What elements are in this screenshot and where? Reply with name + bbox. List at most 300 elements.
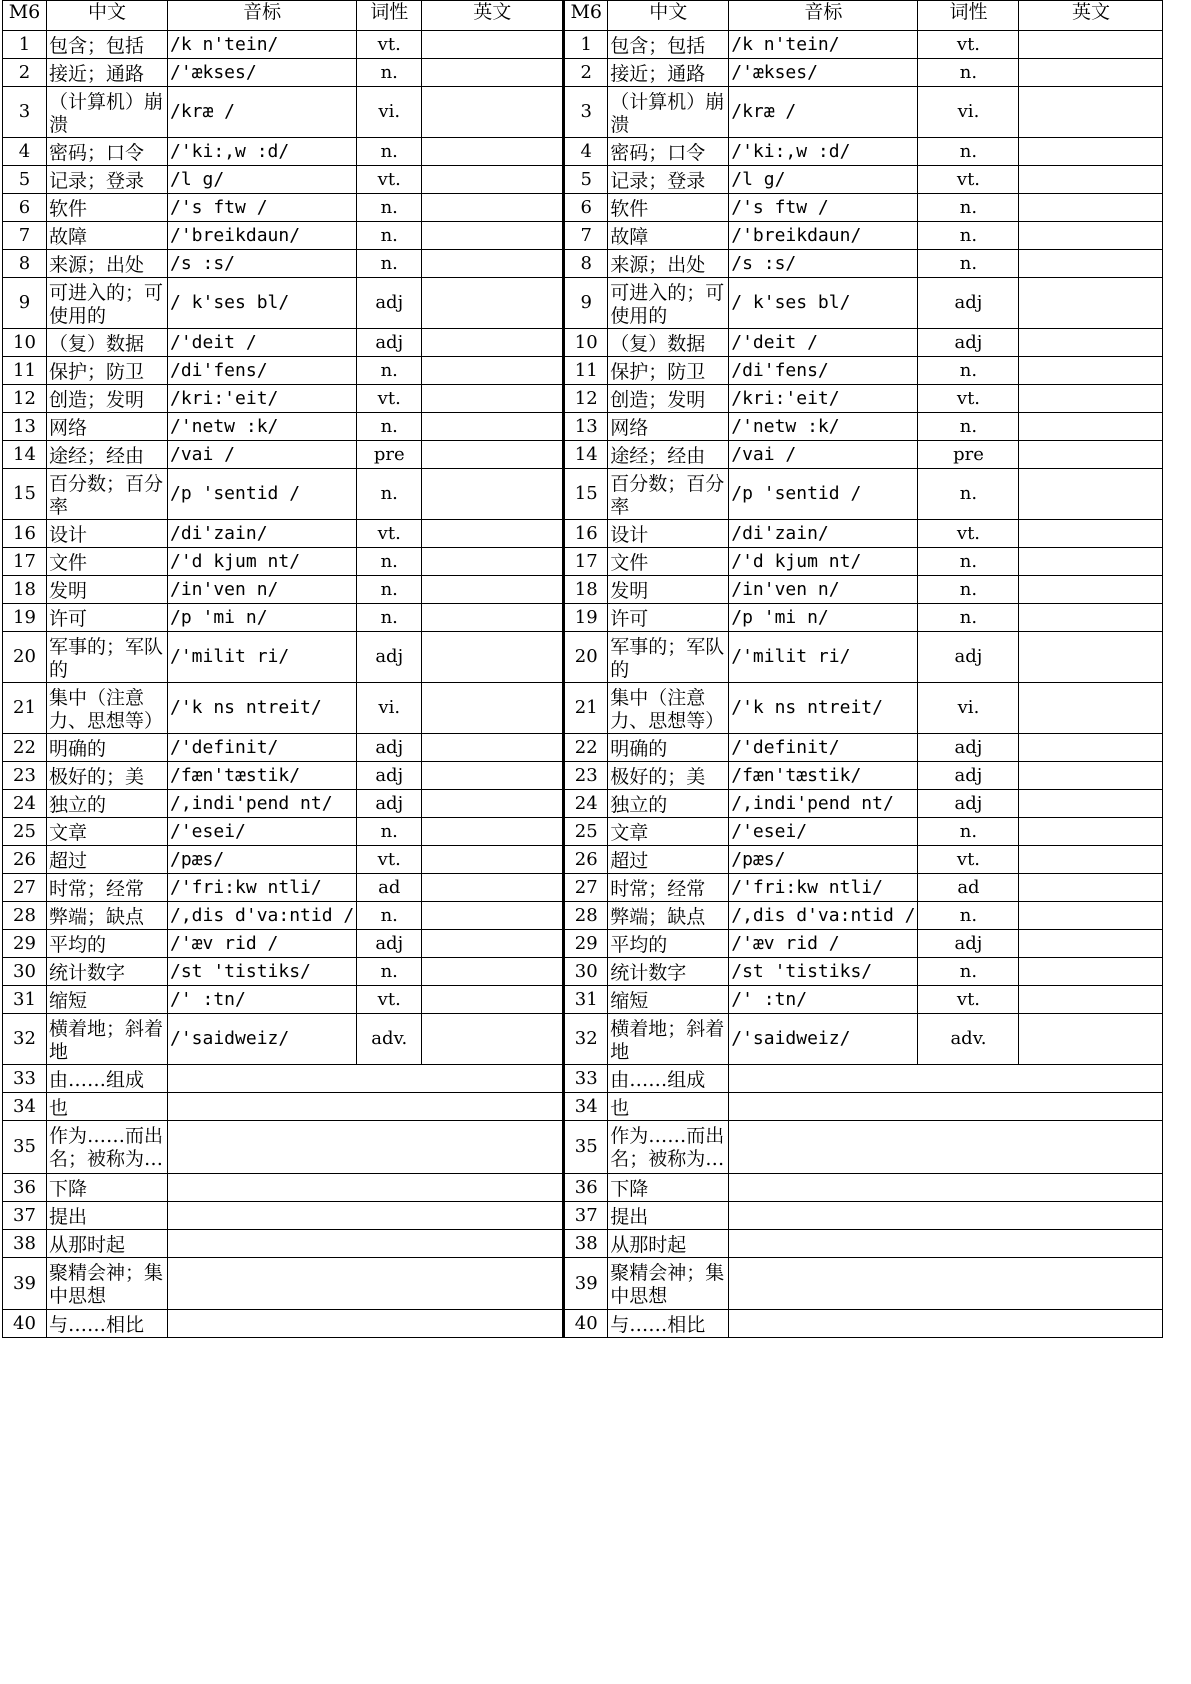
english-cell: [1019, 846, 1163, 874]
chinese-cell: 明确的: [47, 734, 168, 762]
chinese-cell: 许可: [47, 604, 168, 632]
table-row: [3, 1121, 1163, 1174]
english-cell: [422, 166, 564, 194]
pos-cell: n.: [918, 604, 1019, 632]
chinese-cell: 网络: [47, 413, 168, 441]
english-cell: [422, 250, 564, 278]
chinese-cell: 网络: [608, 413, 729, 441]
phonetic-cell: /'ki:,w :d/: [168, 138, 357, 166]
english-cell: [422, 520, 564, 548]
phonetic-cell: /'definit/: [168, 734, 357, 762]
phonetic-cell: /l g/: [729, 166, 918, 194]
pos-cell: adj: [918, 790, 1019, 818]
row-number: 22: [3, 734, 47, 762]
chinese-cell: 平均的: [608, 930, 729, 958]
row-number: 20: [3, 632, 47, 683]
row-number: 22: [564, 734, 608, 762]
row-number: 12: [3, 385, 47, 413]
english-cell: [1019, 902, 1163, 930]
chinese-cell: 软件: [47, 194, 168, 222]
row-number: 32: [564, 1014, 608, 1065]
chinese-cell: 时常；经常: [608, 874, 729, 902]
phonetic-cell: /in'ven n/: [168, 576, 357, 604]
row-number: 23: [564, 762, 608, 790]
chinese-cell: 接近；通路: [608, 59, 729, 87]
english-cell: [422, 762, 564, 790]
row-number: 8: [3, 250, 47, 278]
blank-cell: [729, 1310, 1163, 1338]
phonetic-cell: /s :s/: [729, 250, 918, 278]
pos-cell: vt.: [357, 385, 422, 413]
english-cell: [1019, 930, 1163, 958]
pos-cell: vt.: [918, 986, 1019, 1014]
phonetic-cell: / k'ses bl/: [168, 278, 357, 329]
row-number: 11: [3, 357, 47, 385]
row-number: 3: [564, 87, 608, 138]
pos-cell: adj: [918, 329, 1019, 357]
chinese-cell: 可进入的；可使用的: [47, 278, 168, 329]
blank-cell: [729, 1174, 1163, 1202]
english-cell: [422, 874, 564, 902]
row-number: 16: [3, 520, 47, 548]
phonetic-cell: /'deit /: [729, 329, 918, 357]
row-number: 29: [564, 930, 608, 958]
table-row: [3, 930, 1163, 958]
table-row: [3, 520, 1163, 548]
phonetic-cell: /kræ /: [168, 87, 357, 138]
row-number: 31: [3, 986, 47, 1014]
english-cell: [422, 576, 564, 604]
pos-cell: n.: [918, 138, 1019, 166]
row-number: 15: [3, 469, 47, 520]
phonetic-cell: /'definit/: [729, 734, 918, 762]
chinese-cell: 军事的；军队的: [47, 632, 168, 683]
row-number: 28: [564, 902, 608, 930]
phonetic-cell: /'k ns ntreit/: [168, 683, 357, 734]
phonetic-cell: /'k ns ntreit/: [729, 683, 918, 734]
phonetic-cell: /p 'mi n/: [729, 604, 918, 632]
chinese-cell: 也: [608, 1093, 729, 1121]
table-row: [3, 194, 1163, 222]
pos-cell: n.: [357, 357, 422, 385]
row-number: 2: [3, 59, 47, 87]
pos-cell: vi.: [357, 683, 422, 734]
phonetic-cell: /vai /: [729, 441, 918, 469]
header-row: [3, 1, 1163, 31]
phonetic-cell: /,dis d'va:ntid /: [168, 902, 357, 930]
chinese-cell: 下降: [608, 1174, 729, 1202]
row-number: 23: [3, 762, 47, 790]
row-number: 35: [564, 1121, 608, 1174]
phonetic-cell: /p 'sentid /: [168, 469, 357, 520]
english-cell: [1019, 385, 1163, 413]
pos-cell: n.: [357, 413, 422, 441]
english-cell: [422, 222, 564, 250]
row-number: 9: [3, 278, 47, 329]
phonetic-cell: /,indi'pend nt/: [168, 790, 357, 818]
table-row: [3, 604, 1163, 632]
english-cell: [1019, 469, 1163, 520]
phonetic-cell: /'s ftw /: [729, 194, 918, 222]
chinese-cell: 来源；出处: [608, 250, 729, 278]
chinese-cell: 包含；包括: [47, 31, 168, 59]
row-number: 1: [564, 31, 608, 59]
header-cell: 词性: [357, 1, 422, 31]
pos-cell: vt.: [357, 166, 422, 194]
table-row: [3, 1258, 1163, 1310]
table-row: [3, 138, 1163, 166]
blank-cell: [729, 1230, 1163, 1258]
table-row: [3, 790, 1163, 818]
phonetic-cell: /'breikdaun/: [729, 222, 918, 250]
english-cell: [1019, 138, 1163, 166]
table-row: [3, 413, 1163, 441]
pos-cell: n.: [918, 413, 1019, 441]
english-cell: [422, 278, 564, 329]
pos-cell: adj: [357, 278, 422, 329]
chinese-cell: 集中（注意力、思想等）: [608, 683, 729, 734]
english-cell: [422, 734, 564, 762]
phonetic-cell: /'saidweiz/: [729, 1014, 918, 1065]
phonetic-cell: /fæn'tæstik/: [168, 762, 357, 790]
row-number: 26: [564, 846, 608, 874]
row-number: 14: [3, 441, 47, 469]
row-number: 32: [3, 1014, 47, 1065]
blank-cell: [168, 1093, 564, 1121]
row-number: 17: [564, 548, 608, 576]
pos-cell: n.: [918, 469, 1019, 520]
row-number: 7: [564, 222, 608, 250]
pos-cell: ad: [918, 874, 1019, 902]
pos-cell: n.: [357, 958, 422, 986]
english-cell: [1019, 604, 1163, 632]
chinese-cell: 保护；防卫: [608, 357, 729, 385]
english-cell: [1019, 632, 1163, 683]
row-number: 18: [3, 576, 47, 604]
row-number: 36: [3, 1174, 47, 1202]
chinese-cell: 时常；经常: [47, 874, 168, 902]
pos-cell: vt.: [357, 31, 422, 59]
phonetic-cell: /'ækses/: [729, 59, 918, 87]
pos-cell: pre: [357, 441, 422, 469]
english-cell: [1019, 441, 1163, 469]
row-number: 3: [3, 87, 47, 138]
pos-cell: vt.: [918, 385, 1019, 413]
english-cell: [1019, 548, 1163, 576]
chinese-cell: 设计: [608, 520, 729, 548]
row-number: 19: [3, 604, 47, 632]
header-cell: M6: [3, 1, 47, 31]
english-cell: [1019, 250, 1163, 278]
pos-cell: adj: [357, 790, 422, 818]
english-cell: [422, 59, 564, 87]
row-number: 35: [3, 1121, 47, 1174]
phonetic-cell: /'milit ri/: [729, 632, 918, 683]
english-cell: [1019, 278, 1163, 329]
header-cell: 音标: [729, 1, 918, 31]
row-number: 6: [564, 194, 608, 222]
phonetic-cell: /vai /: [168, 441, 357, 469]
chinese-cell: 横着地；斜着地: [608, 1014, 729, 1065]
row-number: 10: [3, 329, 47, 357]
phonetic-cell: /,indi'pend nt/: [729, 790, 918, 818]
pos-cell: n.: [357, 469, 422, 520]
english-cell: [422, 902, 564, 930]
row-number: 33: [564, 1065, 608, 1093]
english-cell: [422, 194, 564, 222]
phonetic-cell: /'deit /: [168, 329, 357, 357]
phonetic-cell: /' :tn/: [729, 986, 918, 1014]
table-row: [3, 576, 1163, 604]
chinese-cell: 百分数；百分率: [47, 469, 168, 520]
sheet-body: [3, 1, 1163, 1338]
chinese-cell: 极好的；美: [608, 762, 729, 790]
phonetic-cell: /'breikdaun/: [168, 222, 357, 250]
pos-cell: adj: [357, 329, 422, 357]
phonetic-cell: /in'ven n/: [729, 576, 918, 604]
table-row: [3, 818, 1163, 846]
row-number: 33: [3, 1065, 47, 1093]
english-cell: [422, 632, 564, 683]
table-row: [3, 250, 1163, 278]
pos-cell: vt.: [918, 166, 1019, 194]
phonetic-cell: /pæs/: [729, 846, 918, 874]
english-cell: [422, 357, 564, 385]
pos-cell: vt.: [357, 846, 422, 874]
english-cell: [1019, 958, 1163, 986]
chinese-cell: 来源；出处: [47, 250, 168, 278]
pos-cell: vt.: [918, 31, 1019, 59]
row-number: 16: [564, 520, 608, 548]
blank-cell: [168, 1258, 564, 1310]
english-cell: [1019, 818, 1163, 846]
pos-cell: n.: [357, 818, 422, 846]
phonetic-cell: /'ki:,w :d/: [729, 138, 918, 166]
pos-cell: n.: [357, 138, 422, 166]
table-row: [3, 1174, 1163, 1202]
english-cell: [422, 385, 564, 413]
table-row: [3, 762, 1163, 790]
table-row: [3, 1065, 1163, 1093]
chinese-cell: 许可: [608, 604, 729, 632]
pos-cell: adj: [357, 930, 422, 958]
chinese-cell: 独立的: [608, 790, 729, 818]
chinese-cell: 发明: [608, 576, 729, 604]
phonetic-cell: /' :tn/: [168, 986, 357, 1014]
phonetic-cell: /'saidweiz/: [168, 1014, 357, 1065]
chinese-cell: 故障: [47, 222, 168, 250]
pos-cell: vt.: [357, 520, 422, 548]
chinese-cell: 百分数；百分率: [608, 469, 729, 520]
pos-cell: vi.: [918, 87, 1019, 138]
table-row: [3, 166, 1163, 194]
row-number: 36: [564, 1174, 608, 1202]
row-number: 26: [3, 846, 47, 874]
table-row: [3, 31, 1163, 59]
chinese-cell: 可进入的；可使用的: [608, 278, 729, 329]
phonetic-cell: /kri:'eit/: [729, 385, 918, 413]
phonetic-cell: /'æv rid /: [729, 930, 918, 958]
chinese-cell: 平均的: [47, 930, 168, 958]
chinese-cell: 保护；防卫: [47, 357, 168, 385]
row-number: 39: [564, 1258, 608, 1310]
blank-cell: [729, 1202, 1163, 1230]
row-number: 8: [564, 250, 608, 278]
chinese-cell: 缩短: [608, 986, 729, 1014]
row-number: 40: [564, 1310, 608, 1338]
english-cell: [422, 87, 564, 138]
blank-cell: [168, 1230, 564, 1258]
blank-cell: [729, 1065, 1163, 1093]
chinese-cell: 聚精会神；集中思想: [47, 1258, 168, 1310]
chinese-cell: 与……相比: [47, 1310, 168, 1338]
english-cell: [422, 958, 564, 986]
table-row: [3, 874, 1163, 902]
row-number: 30: [564, 958, 608, 986]
blank-cell: [729, 1258, 1163, 1310]
blank-cell: [729, 1121, 1163, 1174]
phonetic-cell: /,dis d'va:ntid /: [729, 902, 918, 930]
chinese-cell: 提出: [608, 1202, 729, 1230]
chinese-cell: 接近；通路: [47, 59, 168, 87]
pos-cell: n.: [918, 958, 1019, 986]
row-number: 15: [564, 469, 608, 520]
phonetic-cell: /'esei/: [168, 818, 357, 846]
pos-cell: n.: [357, 222, 422, 250]
row-number: 10: [564, 329, 608, 357]
chinese-cell: 军事的；军队的: [608, 632, 729, 683]
phonetic-cell: /di'zain/: [168, 520, 357, 548]
english-cell: [422, 329, 564, 357]
table-row: [3, 385, 1163, 413]
pos-cell: n.: [918, 902, 1019, 930]
chinese-cell: 明确的: [608, 734, 729, 762]
row-number: 11: [564, 357, 608, 385]
row-number: 40: [3, 1310, 47, 1338]
header-cell: 音标: [168, 1, 357, 31]
row-number: 34: [3, 1093, 47, 1121]
english-cell: [422, 548, 564, 576]
table-row: [3, 902, 1163, 930]
row-number: 27: [564, 874, 608, 902]
table-row: [3, 632, 1163, 683]
english-cell: [422, 413, 564, 441]
pos-cell: vt.: [357, 986, 422, 1014]
phonetic-cell: /'fri:kw ntli/: [729, 874, 918, 902]
chinese-cell: 发明: [47, 576, 168, 604]
pos-cell: vi.: [918, 683, 1019, 734]
chinese-cell: （复）数据: [608, 329, 729, 357]
english-cell: [1019, 986, 1163, 1014]
pos-cell: n.: [357, 604, 422, 632]
phonetic-cell: /'netw :k/: [168, 413, 357, 441]
pos-cell: n.: [918, 357, 1019, 385]
pos-cell: vi.: [357, 87, 422, 138]
chinese-cell: 横着地；斜着地: [47, 1014, 168, 1065]
phonetic-cell: /'s ftw /: [168, 194, 357, 222]
phonetic-cell: /kræ /: [729, 87, 918, 138]
row-number: 30: [3, 958, 47, 986]
chinese-cell: 文章: [608, 818, 729, 846]
phonetic-cell: /di'zain/: [729, 520, 918, 548]
row-number: 24: [564, 790, 608, 818]
chinese-cell: 统计数字: [47, 958, 168, 986]
english-cell: [1019, 734, 1163, 762]
blank-cell: [168, 1174, 564, 1202]
header-cell: 词性: [918, 1, 1019, 31]
pos-cell: ad: [357, 874, 422, 902]
header-cell: 中文: [608, 1, 729, 31]
chinese-cell: 从那时起: [47, 1230, 168, 1258]
phonetic-cell: /st 'tistiks/: [168, 958, 357, 986]
english-cell: [1019, 520, 1163, 548]
table-row: [3, 222, 1163, 250]
pos-cell: vt.: [918, 520, 1019, 548]
chinese-cell: 由……组成: [608, 1065, 729, 1093]
phonetic-cell: /'fri:kw ntli/: [168, 874, 357, 902]
pos-cell: adj: [918, 762, 1019, 790]
chinese-cell: 超过: [47, 846, 168, 874]
table-row: [3, 846, 1163, 874]
row-number: 28: [3, 902, 47, 930]
chinese-cell: 超过: [608, 846, 729, 874]
row-number: 18: [564, 576, 608, 604]
pos-cell: n.: [357, 194, 422, 222]
header-cell: 英文: [1019, 1, 1163, 31]
english-cell: [1019, 1014, 1163, 1065]
phonetic-cell: /kri:'eit/: [168, 385, 357, 413]
chinese-cell: （复）数据: [47, 329, 168, 357]
row-number: 27: [3, 874, 47, 902]
row-number: 4: [564, 138, 608, 166]
pos-cell: adv.: [918, 1014, 1019, 1065]
row-number: 5: [564, 166, 608, 194]
phonetic-cell: /fæn'tæstik/: [729, 762, 918, 790]
english-cell: [422, 846, 564, 874]
chinese-cell: 作为……而出名；被称为…: [608, 1121, 729, 1174]
table-row: [3, 683, 1163, 734]
row-number: 13: [3, 413, 47, 441]
pos-cell: n.: [357, 902, 422, 930]
phonetic-cell: /p 'mi n/: [168, 604, 357, 632]
pos-cell: adv.: [357, 1014, 422, 1065]
pos-cell: n.: [357, 576, 422, 604]
english-cell: [422, 790, 564, 818]
chinese-cell: 途经；经由: [608, 441, 729, 469]
row-number: 34: [564, 1093, 608, 1121]
chinese-cell: 途经；经由: [47, 441, 168, 469]
english-cell: [1019, 683, 1163, 734]
chinese-cell: 与……相比: [608, 1310, 729, 1338]
english-cell: [422, 138, 564, 166]
row-number: 29: [3, 930, 47, 958]
chinese-cell: 记录；登录: [47, 166, 168, 194]
row-number: 7: [3, 222, 47, 250]
english-cell: [422, 31, 564, 59]
phonetic-cell: /s :s/: [168, 250, 357, 278]
pos-cell: n.: [918, 194, 1019, 222]
chinese-cell: 作为……而出名；被称为…: [47, 1121, 168, 1174]
english-cell: [422, 986, 564, 1014]
header-cell: 英文: [422, 1, 564, 31]
pos-cell: n.: [918, 818, 1019, 846]
chinese-cell: 也: [47, 1093, 168, 1121]
pos-cell: n.: [918, 222, 1019, 250]
table-row: [3, 734, 1163, 762]
table-row: [3, 278, 1163, 329]
row-number: 25: [3, 818, 47, 846]
header-cell: 中文: [47, 1, 168, 31]
